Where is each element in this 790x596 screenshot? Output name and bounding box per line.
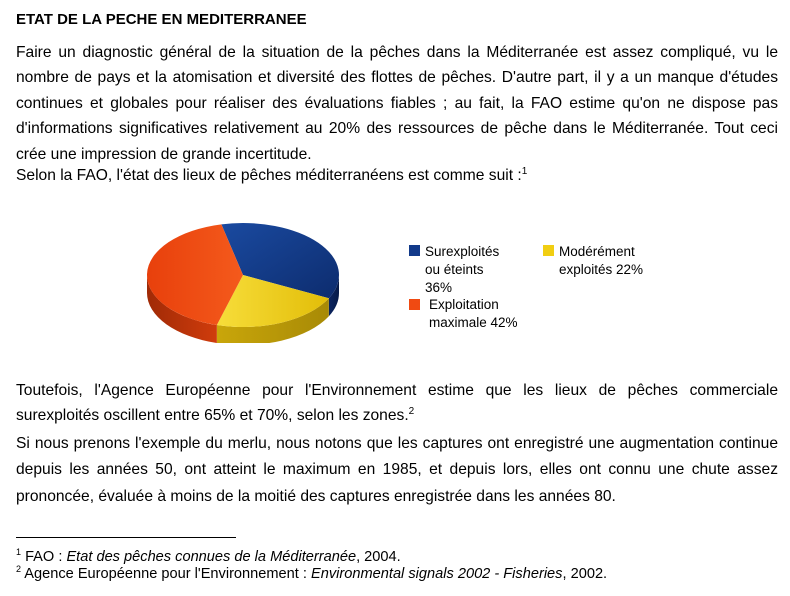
eea-paragraph (16, 378, 778, 429)
pie-slices (147, 223, 339, 327)
legend-item-maximal (429, 296, 518, 332)
legend-label-line: Surexploités (425, 244, 500, 259)
footnote-source-title: Etat des pêches connues de la Méditerranée (66, 549, 357, 565)
legend-label-line: Exploitation (429, 297, 499, 312)
legend-item-moderate (559, 243, 643, 279)
fao-paragraph-text: Selon la FAO, l'état des lieux de pêches méditerranéens est comme suit : (16, 167, 522, 184)
legend-item-overexploited (425, 243, 499, 297)
legend-swatch-overexploited (409, 245, 420, 256)
legend-label-line: exploités 22% (559, 262, 644, 277)
fishing-status-pie-chart (145, 213, 360, 343)
footnote-text: Agence Européenne pour l'Environnement : (24, 566, 312, 582)
footnote-ref-1[interactable]: 1 (521, 165, 528, 177)
legend-label-line: Modérément (559, 244, 635, 259)
legend-swatch-moderate (543, 245, 554, 256)
fao-paragraph (16, 163, 778, 188)
footnote-number: 1 (16, 547, 22, 558)
legend-label-line: maximale 42% (429, 315, 518, 330)
footnote-2 (16, 566, 607, 583)
eea-paragraph-text: Toutefois, l'Agence Européenne pour l'Environnement estime que les lieux de pêches commerciale surexploités oscillent entre 65% et 70%, selon les zones. (16, 382, 778, 425)
footnote-ref-2[interactable]: 2 (408, 406, 415, 418)
legend-label-line: ou éteints (425, 262, 484, 277)
footnote-source-title: Environmental signals 2002 - Fisheries (311, 566, 563, 582)
footnote-1 (16, 549, 401, 566)
legend-swatch-maximal (409, 299, 420, 310)
page-title: ETAT DE LA PECHE EN MEDITERRANEE (16, 11, 307, 28)
footnote-number: 2 (16, 564, 22, 575)
footnote-divider (16, 537, 236, 538)
footnote-text: , 2004. (356, 549, 401, 565)
hake-paragraph: Si nous prenons l'exemple du merlu, nous notons que les captures ont enregistré une augmentation continue depuis les années 50, ont atteint le maximum en 1985, et depuis lors, elles ont connu une chute assez prononcée, évaluée à moins de la moitié des captures enregistrée dans les années 80. (16, 435, 778, 505)
intro-paragraph: Faire un diagnostic général de la situation de la pêches dans la Méditerranée est assez compliqué, vu le nombre de pays et la atomisation et diversité des flottes de pêches. D'autre part, il y a un manque d'études continues et globales pour réaliser des évaluations fiables ; au fait, la FAO estime qu'on ne dispose pas d'informations significatives relativement au 20% des ressources de pêche dans le Méditerranée. Tout ceci crée une impression de grande incertitude. (16, 44, 778, 163)
legend-label-line: 36% (425, 280, 453, 295)
footnote-text: , 2002. (562, 566, 608, 582)
footnote-text: FAO : (25, 549, 67, 565)
